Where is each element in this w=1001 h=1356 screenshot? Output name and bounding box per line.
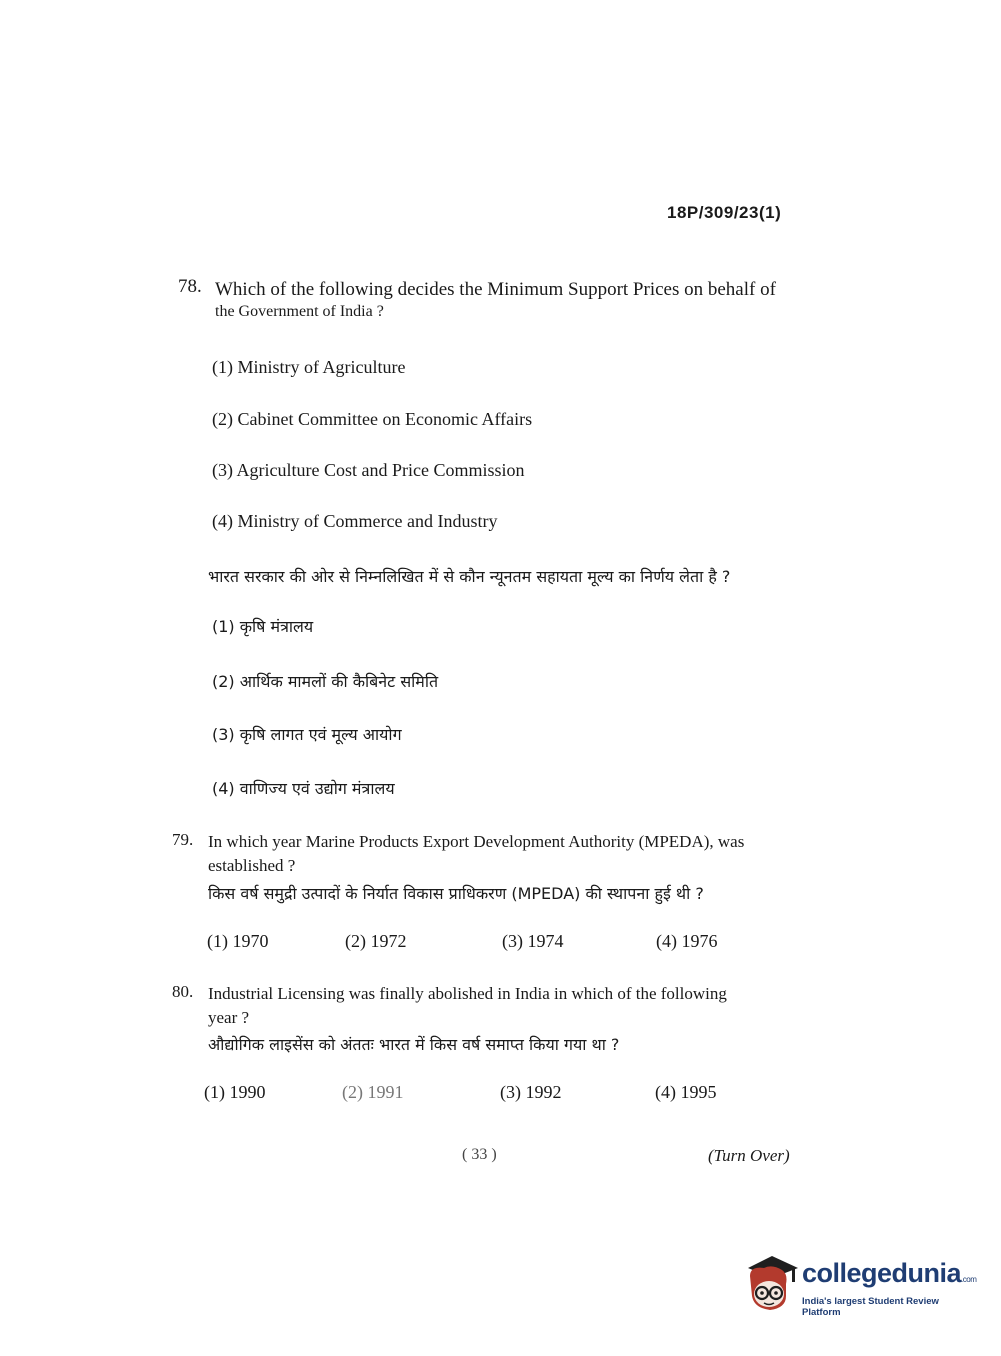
q80-option-2: (2) 1991 <box>342 1082 404 1102</box>
question-78-text-line1: Which of the following decides the Minimum Support Prices on behalf of <box>215 279 776 300</box>
q80-option-3: (3) 1992 <box>500 1082 562 1102</box>
logo-name: collegedunia <box>802 1258 962 1288</box>
collegedunia-logo <box>742 1250 977 1320</box>
logo-wordmark <box>802 1258 976 1289</box>
question-80-text-hindi: औद्योगिक लाइसेंस को अंततः भारत में किस वर्ष समाप्त किया गया था ? <box>208 1035 620 1054</box>
paper-code: 18P/309/23(1) <box>667 203 782 222</box>
q79-option-2: (2) 1972 <box>345 931 407 951</box>
question-80-number: 80. <box>172 982 194 1001</box>
question-79-text-line2: established ? <box>208 856 296 875</box>
question-80-text-line2: year ? <box>208 1008 250 1027</box>
question-80-text-line1: Industrial Licensing was finally abolished in India in which of the following <box>208 984 727 1003</box>
q78-hindi-option-1: (1) कृषि मंत्रालय <box>212 617 314 636</box>
question-78-text <box>215 278 815 322</box>
question-78-number: 78. <box>178 276 202 297</box>
q78-hindi-option-2: (2) आर्थिक मामलों की कैबिनेट समिति <box>212 672 439 691</box>
q79-option-1: (1) 1970 <box>207 931 269 951</box>
question-78-text-line2: the Government of India ? <box>215 303 384 320</box>
q79-option-3: (3) 1974 <box>502 931 564 951</box>
q80-option-1: (1) 1990 <box>204 1082 266 1102</box>
question-79-text-hindi: किस वर्ष समुद्री उत्पादों के निर्यात विकास प्राधिकरण (MPEDA) की स्थापना हुई थी ? <box>208 884 704 903</box>
q80-option-4: (4) 1995 <box>655 1082 717 1102</box>
graduate-mascot-icon <box>742 1250 802 1316</box>
q78-option-1: (1) Ministry of Agriculture <box>212 357 406 377</box>
question-78-text-hindi: भारत सरकार की ओर से निम्नलिखित में से कौन न्यूनतम सहायता मूल्य का निर्णय लेता है ? <box>208 567 731 586</box>
q78-option-4: (4) Ministry of Commerce and Industry <box>212 511 498 531</box>
q78-option-2: (2) Cabinet Committee on Economic Affairs <box>212 409 533 429</box>
page-number: ( 33 ) <box>462 1146 497 1163</box>
q78-hindi-option-3: (3) कृषि लागत एवं मूल्य आयोग <box>212 725 402 744</box>
q79-option-4: (4) 1976 <box>656 931 718 951</box>
question-79-text-line1: In which year Marine Products Export Development Authority (MPEDA), was <box>208 832 745 851</box>
question-79-text <box>208 830 808 878</box>
q78-hindi-option-4: (4) वाणिज्य एवं उद्योग मंत्रालय <box>212 779 395 798</box>
question-79-number: 79. <box>172 830 194 849</box>
logo-suffix: .com <box>961 1275 977 1284</box>
q78-option-3: (3) Agriculture Cost and Price Commission <box>212 460 525 480</box>
turn-over-label: (Turn Over) <box>708 1146 790 1165</box>
logo-tagline: India's largest Student Review Platform <box>802 1296 939 1318</box>
question-80-text <box>208 982 808 1030</box>
